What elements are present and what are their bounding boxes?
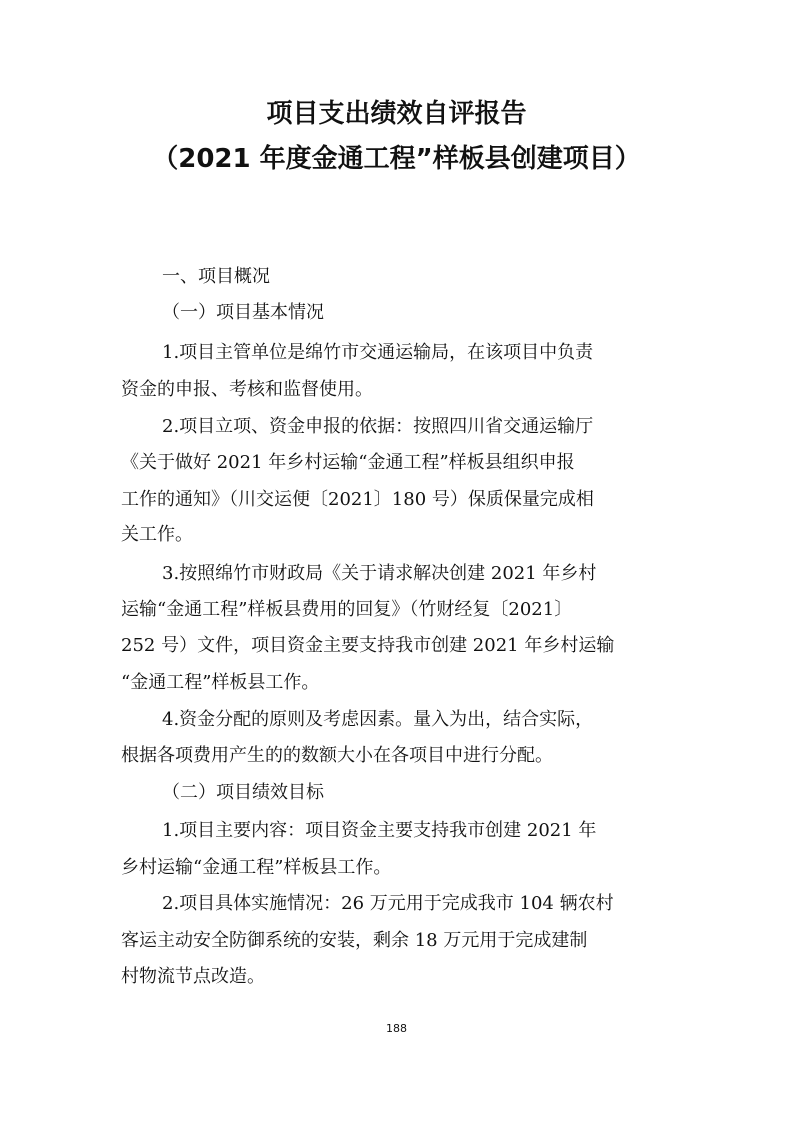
report-subtitle: （2021 年度金通工程”样板县创建项目） xyxy=(152,144,641,174)
paragraph-line: 3.按照绵竹市财政局《关于请求解决创建 2021 年乡村 xyxy=(162,563,597,584)
paragraph-line: 资金的申报、考核和监督使用。 xyxy=(121,379,373,400)
paragraph-line: 工作的通知》（川交运便〔2021〕180 号）保质保量完成相 xyxy=(121,489,594,510)
section-heading-overview: 一、项目概况 xyxy=(162,266,270,287)
paragraph-line: 运输“金通工程”样板县费用的回复》（竹财经复〔2021〕 xyxy=(121,599,573,620)
paragraph-line: 关工作。 xyxy=(121,524,193,545)
subsection-heading-basic-info: （一）项目基本情况 xyxy=(162,302,324,323)
paragraph-line: 根据各项费用产生的的数额大小在各项目中进行分配。 xyxy=(121,745,553,766)
paragraph-line: 4.资金分配的原则及考虑因素。量入为出，结合实际， xyxy=(162,709,594,730)
paragraph-line: 2.项目立项、资金申报的依据：按照四川省交通运输厅 xyxy=(162,416,594,437)
paragraph-line: 《关于做好 2021 年乡村运输“金通工程”样板县组织申报 xyxy=(121,452,575,473)
page-number: 188 xyxy=(386,1022,407,1035)
paragraph-line: 252 号）文件，项目资金主要支持我市创建 2021 年乡村运输 xyxy=(121,635,615,656)
paragraph-line: 客运主动安全防御系统的安装，剩余 18 万元用于完成建制 xyxy=(121,930,588,951)
paragraph-line: 1.项目主管单位是绵竹市交通运输局，在该项目中负责 xyxy=(162,342,594,363)
paragraph-line: “金通工程”样板县工作。 xyxy=(121,672,320,693)
paragraph-line: 2.项目具体实施情况：26 万元用于完成我市 104 辆农村 xyxy=(162,893,614,914)
report-title: 项目支出绩效自评报告 xyxy=(266,99,527,129)
paragraph-line: 村物流节点改造。 xyxy=(121,966,265,987)
paragraph-line: 1.项目主要内容：项目资金主要支持我市创建 2021 年 xyxy=(162,820,597,841)
subsection-heading-performance-goals: （二）项目绩效目标 xyxy=(162,782,324,803)
paragraph-line: 乡村运输“金通工程”样板县工作。 xyxy=(121,857,392,878)
